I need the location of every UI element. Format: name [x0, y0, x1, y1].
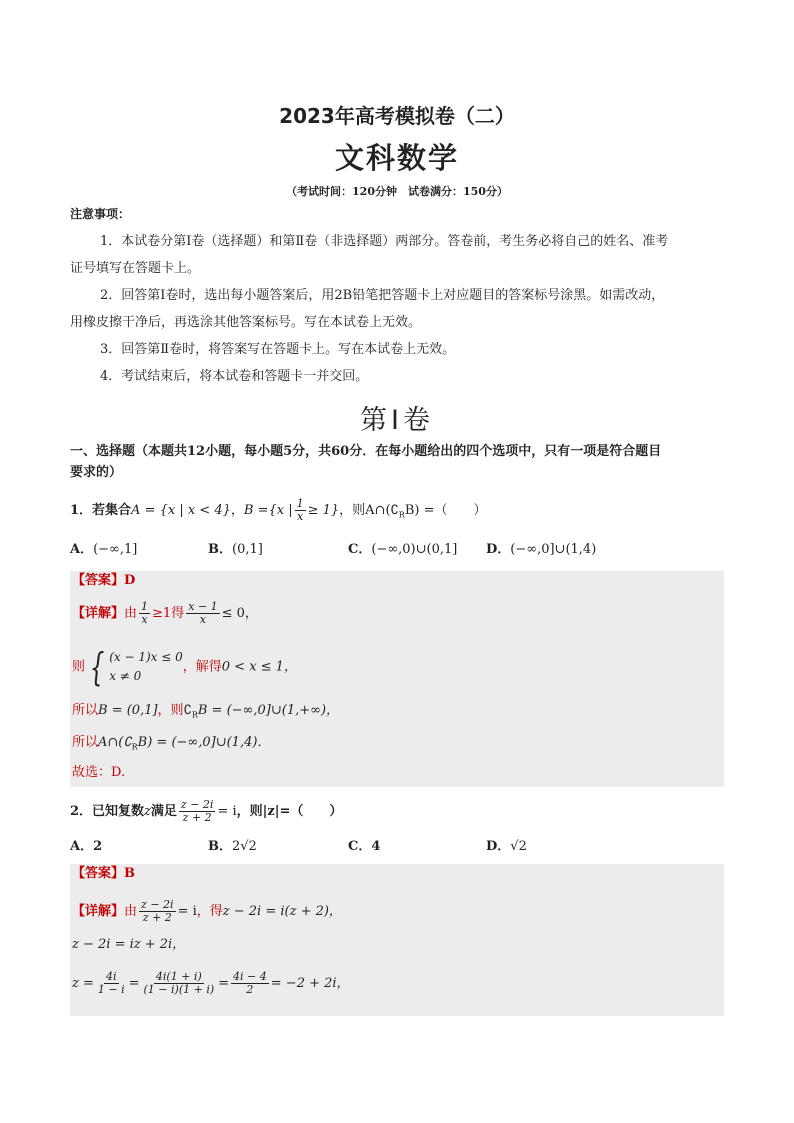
answer-label: 【答案】: [72, 866, 125, 881]
q1-option-d: [486, 540, 596, 560]
fraction-numerator: 4i: [105, 970, 117, 983]
answer-value: B: [124, 866, 136, 881]
q1-option-a: [70, 540, 137, 560]
fraction-denominator: (1 − i)(1 + i): [143, 983, 215, 996]
equation-system: [85, 645, 183, 689]
variable-z: z: [144, 804, 151, 819]
brace: {: [89, 645, 105, 689]
option-letter: D．: [486, 839, 511, 854]
notice-item-3: 3．回答第Ⅱ卷时，将答案写在答题卡上。写在本试卷上无效。: [100, 342, 456, 357]
text: 满足: [150, 804, 177, 819]
text: 0 < x ≤ 1，: [221, 659, 297, 675]
fraction-numerator: 4i(1 + i): [155, 970, 202, 983]
q1-option-c: [348, 540, 457, 560]
q2-option-a: [70, 837, 102, 857]
option-value: (−∞,0]∪(1,4): [510, 542, 597, 557]
option-letter: A．: [70, 542, 94, 557]
fraction-numerator: 1: [296, 497, 304, 510]
q2-detail-line-3: [72, 971, 350, 996]
complement-subscript: R: [398, 510, 405, 520]
text: ≥1得: [152, 606, 185, 621]
fraction-numerator: z − 2i: [141, 898, 174, 911]
text: 所以: [72, 703, 99, 718]
q2-answer: [72, 864, 135, 884]
q1-detail-line-3: [72, 701, 339, 726]
q1-detail-conclusion: 故选：D.: [72, 765, 126, 780]
text: 由: [124, 606, 138, 621]
fraction-denominator: x: [141, 613, 148, 626]
text: B = (−∞,0]∪(1,+∞)，: [197, 703, 340, 718]
section-1-heading-line-2: 要求的）: [70, 465, 123, 480]
complement-subscript: R: [131, 742, 138, 752]
text: ，解得: [182, 659, 222, 675]
set-b-open: {x |: [268, 503, 293, 518]
q1-answer: [72, 571, 135, 591]
text: 所以: [72, 735, 99, 750]
text: = i: [217, 804, 237, 819]
notice-item-4: 4．考试结束后，将本试卷和答题卡一并交回。: [100, 369, 369, 384]
set-b-label: B =: [243, 503, 269, 518]
text: B = (0,1]: [98, 703, 158, 718]
volume-title: 第Ⅰ卷: [360, 405, 434, 436]
text: z − 2i = i(z + 2)，: [222, 904, 342, 919]
subject-title: 文科数学: [334, 141, 459, 175]
option-value: (−∞,1]: [93, 542, 138, 557]
option-letter: B．: [208, 542, 232, 557]
q1-detail-line-1: [72, 601, 258, 626]
set-b-fraction: [295, 498, 306, 523]
fraction-numerator: z − 2i: [180, 798, 214, 811]
fraction: [139, 899, 176, 924]
q2-option-c: [348, 837, 380, 857]
fraction: [186, 601, 219, 626]
q2-detail-line-1: [72, 899, 342, 924]
text: =: [218, 976, 230, 991]
text: ≤ 0，: [221, 606, 258, 621]
answer-label: 【答案】: [72, 573, 125, 588]
option-letter: B．: [208, 839, 232, 854]
text: 由: [124, 904, 138, 919]
system-row-2: x ≠ 0: [109, 669, 142, 683]
fraction-denominator: 2: [246, 983, 254, 996]
notice-item-1-line-1: 1．本试卷分第Ⅰ卷（选择题）和第Ⅱ卷（非选择题）两部分。答卷前，考生务必将自己的姓名、准考: [100, 234, 669, 249]
option-value: 4: [371, 839, 381, 854]
option-value: 2√2: [232, 839, 257, 854]
complement-subscript: R: [191, 710, 198, 720]
option-letter: A．: [70, 839, 94, 854]
text: =: [128, 976, 140, 991]
q1-option-b: [208, 540, 263, 560]
detail-label: 【详解】: [72, 606, 125, 621]
question-2-tail: ，则|z|=（ ）: [236, 804, 343, 819]
option-letter: C．: [348, 839, 372, 854]
option-value: 2: [93, 839, 103, 854]
q2-option-b: [208, 837, 257, 857]
fraction-denominator: x: [296, 510, 304, 523]
option-value: (−∞,0)∪(0,1]: [371, 542, 458, 557]
notice-heading: 注意事项：: [70, 207, 131, 221]
fraction: [231, 971, 269, 996]
question-2-number: 2．已知复数: [70, 804, 145, 819]
fraction-denominator: z + 2: [182, 811, 212, 824]
set-b-close: ≥ 1}: [307, 503, 340, 518]
text: A∩(∁: [98, 735, 132, 750]
notice-item-2-line-1: 2．回答第Ⅰ卷时，选出每小题答案后，用2B铅笔把答题卡上对应题目的答案标号涂黑。如需改动，: [100, 288, 665, 303]
question-1-tail-end: B) =（ ）: [404, 503, 487, 518]
fraction: [96, 971, 127, 996]
fraction: [139, 601, 150, 626]
fraction: [142, 971, 217, 996]
detail-label: 【详解】: [72, 904, 125, 919]
exam-title: 2023年高考模拟卷（二）: [279, 104, 515, 128]
text: 则: [72, 659, 86, 675]
question-2-stem: [70, 799, 342, 824]
option-value: (0,1]: [232, 542, 263, 557]
exam-info: （考试时间：120分钟 试卷满分：150分）: [286, 185, 508, 198]
question-1-tail: ，则A∩(∁: [339, 503, 399, 518]
text: ∁: [183, 703, 192, 718]
section-1-heading-line-1: 一、选择题（本题共12小题，每小题5分，共60分．在每小题给出的四个选项中，只有一项是符合题目: [70, 444, 662, 459]
text: ，则: [157, 703, 184, 718]
system-rows: [109, 648, 183, 686]
notice-item-1-line-2: 证号填写在答题卡上。: [70, 261, 201, 276]
fraction-denominator: 1 − i: [97, 983, 125, 996]
q1-detail-line-2: [72, 645, 297, 689]
text: = i: [177, 904, 197, 919]
question-1-stem: 1．若集合A = {x | x < 4}，B ={x | $\frac{1}{x}$ ≥ 1}，则$A\cap(∁_RB)$ =（ ）: [70, 497, 487, 523]
q2-detail-line-2: z − 2i = iz + 2i，: [72, 937, 186, 952]
fraction-numerator: 4i − 4: [233, 970, 267, 983]
option-value: √2: [510, 839, 527, 854]
option-letter: C．: [348, 542, 372, 557]
text: B) = (−∞,0]∪(1,4)．: [137, 735, 271, 750]
q2-option-d: [486, 837, 527, 857]
fraction-numerator: x − 1: [188, 600, 218, 613]
answer-value: D: [124, 573, 136, 588]
fraction-numerator: 1: [141, 600, 149, 613]
text: = −2 + 2i，: [270, 976, 350, 991]
fraction-denominator: z + 2: [142, 911, 172, 924]
fraction-denominator: x: [199, 613, 207, 626]
option-letter: D．: [486, 542, 511, 557]
q1-detail-line-4: [72, 733, 270, 758]
notice-item-2-line-2: 用橡皮擦干净后，再选涂其他答案标号。写在本试卷上无效。: [70, 315, 422, 330]
text: z =: [72, 976, 94, 991]
fraction: [179, 799, 216, 824]
set-a: A = {x | x < 4}: [131, 503, 231, 518]
text: ，得: [196, 904, 223, 919]
question-1-number: 1．若集合: [70, 503, 132, 518]
system-row-1: (x − 1)x ≤ 0: [109, 650, 183, 664]
